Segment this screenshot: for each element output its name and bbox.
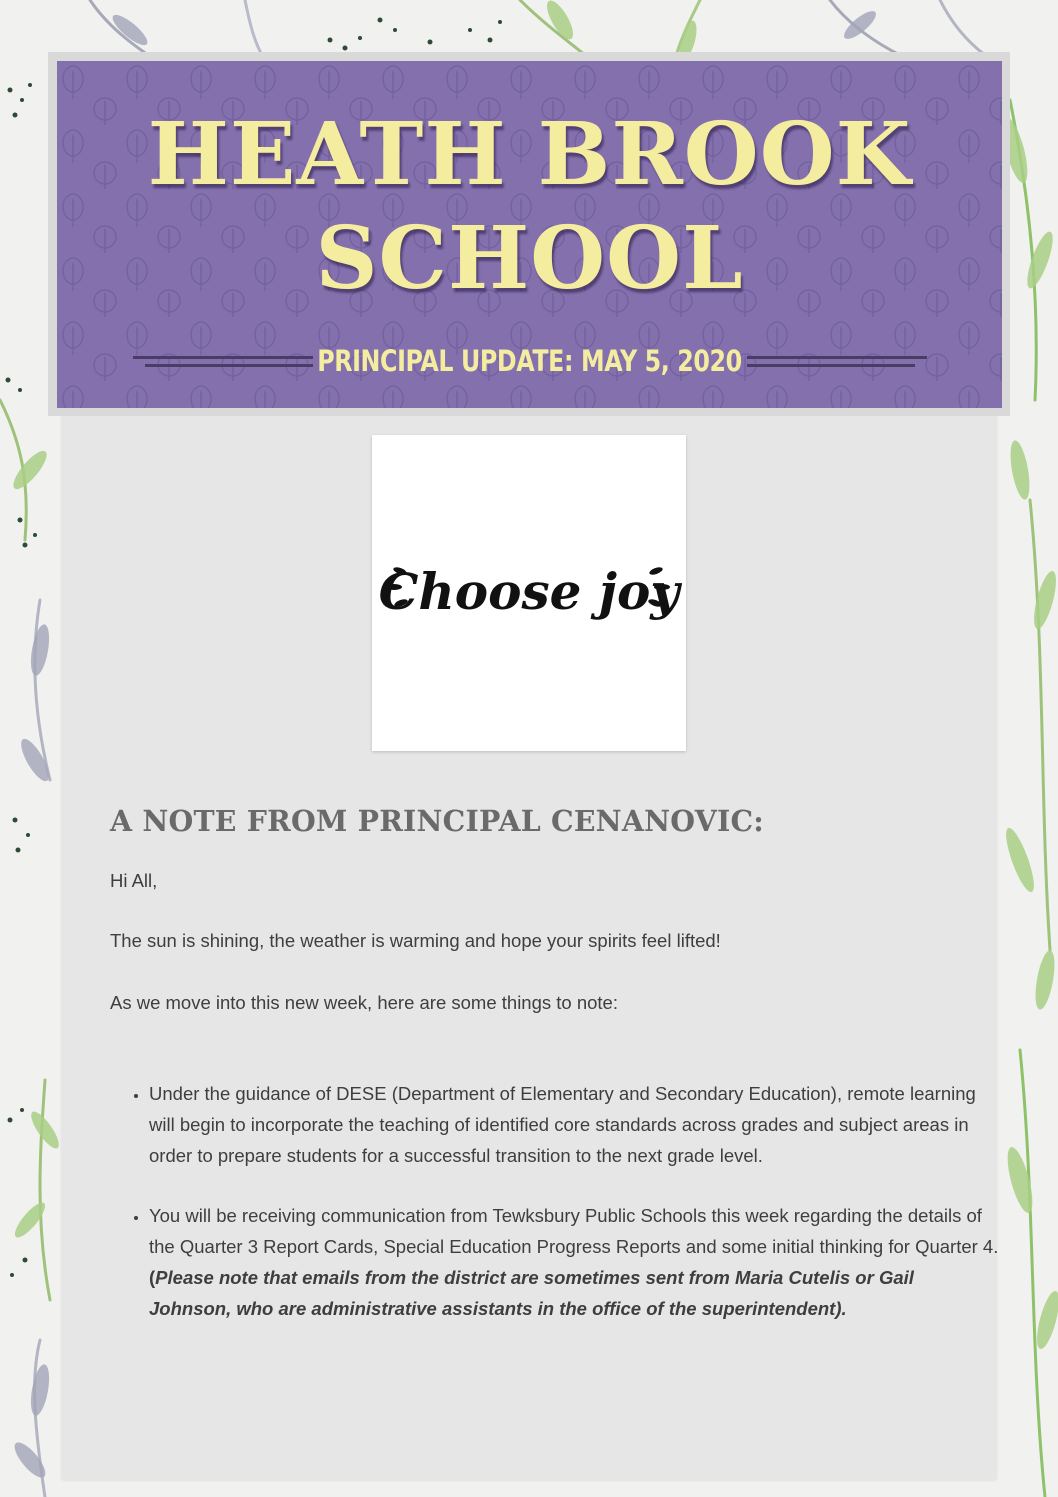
notes-list bbox=[110, 1078, 999, 1353]
district-email-note: Please note that emails from the district are sometimes sent from Maria Cutelis or Gail Johnson, who are administrative assistants in the office of the superintendent). bbox=[149, 1267, 914, 1319]
list-item bbox=[149, 1078, 999, 1171]
communication-text: You will be receiving communication from Tewksbury Public Schools this week regarding the details of the Quarter 3 Report Cards, Special Education Progress Reports and some initial thinking for Quarter 4. bbox=[149, 1205, 999, 1257]
subtitle-rule-right bbox=[747, 356, 927, 359]
paren-open: ( bbox=[149, 1267, 156, 1288]
header-banner bbox=[57, 61, 1002, 408]
subtitle-rule-right-2 bbox=[747, 364, 915, 367]
principal-update-date: PRINCIPAL UPDATE: MAY 5, 2020 bbox=[317, 344, 742, 378]
choose-joy-lettering: Choose joy bbox=[378, 562, 680, 621]
note-heading: A NOTE FROM PRINCIPAL CENANOVIC: bbox=[110, 804, 764, 838]
school-title bbox=[57, 103, 1002, 311]
dese-guidance-text: Under the guidance of DESE (Department of Elementary and Secondary Education), remote learning will begin to incorporate the teaching of identified core standards across grades and subject areas in order to prepare students for a successful transition to the next grade level. bbox=[149, 1083, 976, 1166]
subtitle-row bbox=[57, 337, 1002, 387]
paragraph-sunshine: The sun is shining, the weather is warming and hope your spirits feel lifted! bbox=[110, 930, 721, 951]
title-line-1: HEATH BROOK bbox=[147, 104, 912, 205]
title-line-2: SCHOOL bbox=[315, 208, 744, 309]
greeting: Hi All, bbox=[110, 870, 158, 891]
choose-joy-image bbox=[372, 435, 686, 751]
paragraph-new-week: As we move into this new week, here are some things to note: bbox=[110, 992, 618, 1013]
list-item bbox=[149, 1200, 999, 1324]
